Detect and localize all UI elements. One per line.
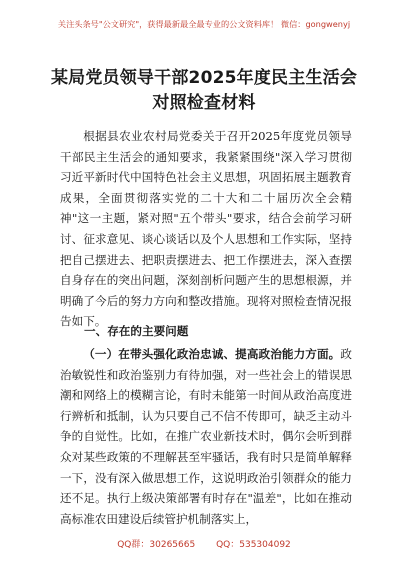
document-title-line2: 对照检查材料 bbox=[152, 93, 256, 113]
subsection-text: 政治敏锐性和政治鉴别力有待加强，对一些社会上的错误思潮和网络上的模糊言论，有时未能第一时间从政治高度进行辨析和抵制，认为只要自己不信不传即可，缺乏主动斗争的自觉性。比如，在推广农业新技术时，偶尔会听到群众对某些政策的不理解甚至牢骚话，我有时只是简单解释一下，没有深入做思想工作，这说明政治引领群众的能力还不足。执行上级决策部署有时存在"温差"，比如在推动高标准农田建设后续管护机制落实上， bbox=[60, 347, 352, 526]
footer-qq-group: QQ群：30265665 bbox=[117, 540, 196, 550]
header-banner: 关注头条号"公文研究"，获得最新最全最专业的公文资料库！ 微信：gongwenyj bbox=[57, 19, 351, 29]
footer-qq: QQ：535304092 bbox=[216, 540, 291, 550]
section-heading: 一、存在的主要问题 bbox=[84, 324, 189, 338]
subsection-title: （一）在带头强化政治忠诚、提高政治能力方面。 bbox=[83, 347, 341, 361]
intro-paragraph: 根据县农业农村局党委关于召开2025年度党员领导干部民主生活会的通知要求，我紧紧围绕"深入学习贯彻习近平新时代中国特色社会主义思想，巩固拓展主题教育成果，全面贯彻落实党的二十大和二十届历次全会精神"这一主题，紧对照"五个带头"要求，结合会前学习研讨、征求意见、谈心谈话以及个人思想和工作实际，坚持把自己摆进去、把职责摆进去、把工作摆进去，深入查摆自身存在的突出问题，深刻剖析问题产生的思想根源，并明确了今后的努力方向和整改措施。现将对照检查情况报告如下。 bbox=[60, 129, 352, 329]
footer-contact bbox=[0, 537, 408, 550]
subsection-paragraph bbox=[60, 344, 352, 529]
document-title-line1: 某局党员领导干部2025年度民主生活会 bbox=[50, 68, 358, 88]
